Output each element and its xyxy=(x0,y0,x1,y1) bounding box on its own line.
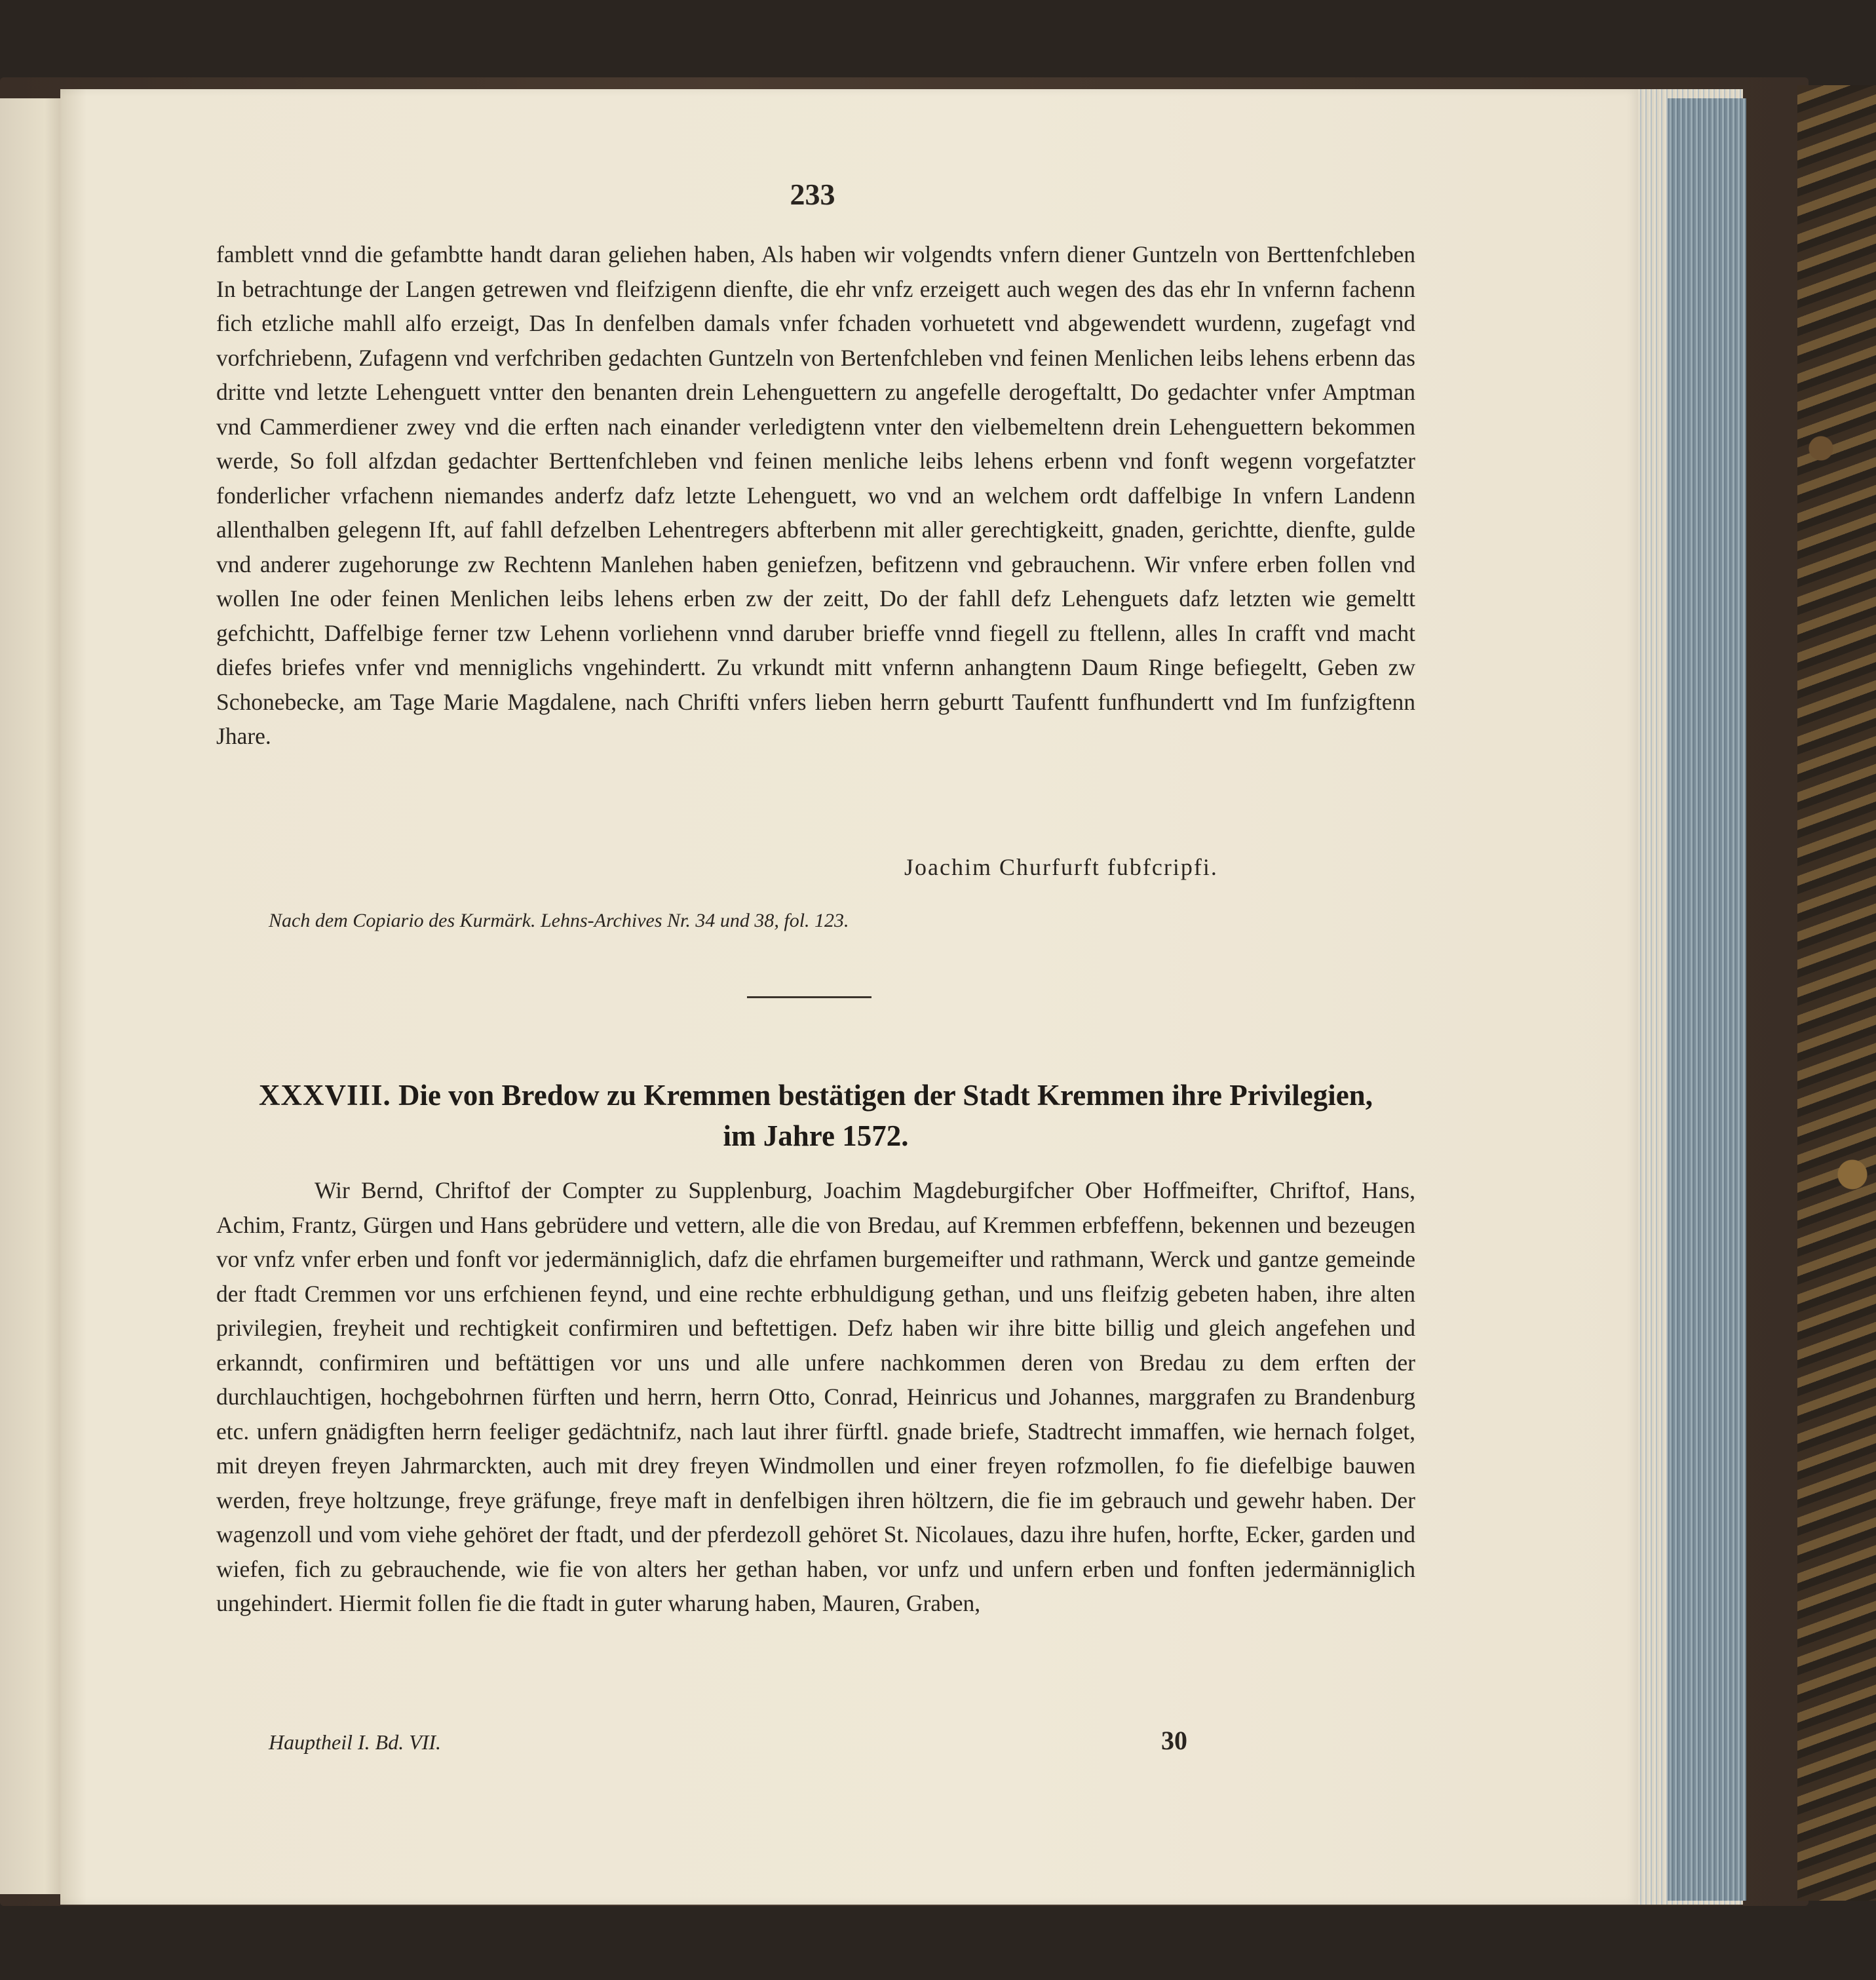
paragraph-2: Wir Bernd, Chriftof der Compter zu Supplenburg, Joachim Magdeburgifcher Ober Hoffmeifter, Chriftof, Hans, Achim, Frantz, Gürgen und Hans gebrüdere und vettern, alle die von Bredau, auf Kremmen erbfeffenn, bekennen und bezeugen vor vnfz vnfer erben und fonft vor jedermänniglich, dafz die ehrfamen burgemeifter und rathmann, Werck und gantze gemeinde der ftadt Cremmen vor uns erfchienen feynd, und eine rechte erbhuldigung gethan, und uns fleifzig gebeten haben, ihre alten privilegien, freyheit und rechtigkeit confirmiren und beftettigen. Defz haben wir ihre bitte billig und gleich angefehen und erkanndt, confirmiren und beftättigen vor uns und alle unfere nachkommen deren von Bredau zu dem erften der durchlauchtigen, hochgebohrnen fürften und herrn, herrn Otto, Conrad, Heinricus und Johannes, marggrafen zu Brandenburg etc. unfern gnädigften herrn feeliger gedächtnifz, nach laut ihrer fürftl. gnade briefe, Stadtrecht immaffen, wie hernach folget, mit dreyen freyen Jahrmarckten, auch mit drey freyen Windmollen und einer freyen rofzmollen, fo fie diefelbige bauwen werden, freye holtzunge, freye gräfunge, freye maft in denfelbigen ihren höltzern, die fie im gebrauch und gewehr haben. Der wagenzoll und vom viehe gehöret der ftadt, und der pferdezoll gehöret St. Nicolaues, dazu ihre hufen, horfte, Ecker, garden und wiefen, fich zu gebrauchende, wie fie von alters her gethan haben, vor unfz und unfern erben und fonften jedermänniglich ungehindert. Hiermit follen fie die ftadt in guter wharung haben, Mauren, Graben, xyxy=(216,1177,1415,1616)
page-number: 233 xyxy=(790,178,835,211)
document-body-2 xyxy=(216,1173,1415,1621)
page-edges-blue xyxy=(1668,98,1746,1901)
section-divider xyxy=(747,996,871,998)
footer-sheet-number: 30 xyxy=(1161,1726,1187,1755)
document-body-1 xyxy=(216,237,1415,754)
section-heading xyxy=(216,1075,1415,1156)
left-page-edge xyxy=(0,98,64,1894)
signature: Joachim Churfurft fubfcripfi. xyxy=(904,854,1218,880)
section-title-line1: Die von Bredow zu Kremmen bestätigen der Stadt Kremmen ihre Privilegien, xyxy=(398,1079,1373,1112)
section-title-line2: im Jahre 1572. xyxy=(723,1119,909,1152)
section-number: XXXVIII. xyxy=(259,1079,391,1112)
paragraph-1: famblett vnnd die gefambtte handt daran geliehen haben, Als haben wir volgendts vnfern diener Guntzeln von Berttenfchleben In betrachtunge der Langen getrewen vnd fleifzigenn dienfte, die ehr vnfz erzeigett auch wegen des das ehr In vnfernn fachenn fich etzliche mahll alfo erzeigt, Das In denfelben damals vnfer fchaden vorhuetett vnd abgewendett wurdenn, zugefagt vnd vorfchriebenn, Zufagenn vnd verfchriben gedachten Guntzeln von Bertenfchleben vnd feinen Menlichen leibs lehens erbenn das dritte vnd letzte Lehenguett vntter den benanten drein Lehenguettern zu angefelle derogeftaltt, Do gedachter vnfer Amptman vnd Cammerdiener zwey vnd die erften nach einander verledigtenn vnter den vielbemeltenn drein Lehenguettern bekommen werde, So foll alfzdan gedachter Berttenfchleben vnd feinen menliche leibs lehens erbenn vnd fonft wegenn vorgefatzter fonderlicher vrfachenn niemandes anderfz dafz letzte Lehenguett, wo vnd an welchem ordt daffelbige In vnfern Landenn allenthalben gelegenn Ift, auf fahll defzelben Lehentregers abfterbenn mit aller gerechtigkeitt, gnaden, gerichtte, dienfte, gulde vnd anderer zugehorunge zw Rechtenn Manlehen haben geniefzen, befitzenn vnd gebrauchenn. Wir vnfere erben follen vnd wollen Ine oder feinen Menlichen leibs lehens erben zw der zeitt, Do der fahll defz Lehenguets dafz letzten wie gemeltt gefchichtt, Daffelbige ferner tzw Lehenn vorliehenn vnnd daruber brieffe vnnd fiegell zu ftellenn, alles In crafft vnd macht diefes briefes vnfer vnd menniglichs vngehindertt. Zu vrkundt mitt vnfernn anhangtenn Daum Ringe befiegeltt, Geben zw Schonebecke, am Tage Marie Magdalene, nach Chrifti vnfers lieben herrn geburtt Taufentt funfhundertt vnd Im funfzigftenn Jhare. xyxy=(216,241,1415,749)
source-note: Nach dem Copiario des Kurmärk. Lehns-Archives Nr. 34 und 38, fol. 123. xyxy=(269,910,849,931)
footer-signature-mark: Hauptheil I. Bd. VII. xyxy=(269,1730,442,1754)
marbled-endpaper xyxy=(1797,85,1876,1901)
